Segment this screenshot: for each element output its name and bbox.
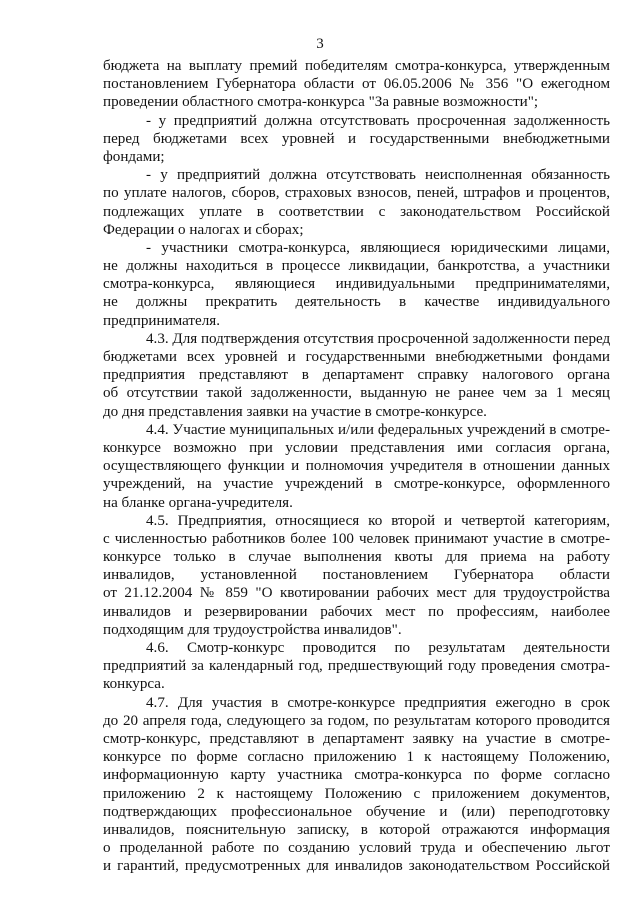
text-line: 4.3. Для подтверждения отсутствия просроченной задолженности перед	[146, 330, 611, 347]
text-line: о проделанной работе по созданию условий труда и обеспечению льгот	[103, 840, 610, 857]
text-line: по уплате налогов, сборов, страховых взносов, пеней, штрафов и процентов,	[103, 185, 610, 202]
text-line: конкурсе возможно при условии представления ими согласия органа,	[103, 439, 610, 456]
text-line: на бланке органа-учредителя.	[103, 494, 293, 511]
text-line: подтверждающих профессиональное обучение и (или) переподготовку	[103, 803, 610, 820]
text-line: приложению 2 к настоящему Положению с приложением документов,	[103, 785, 610, 802]
text-line: 4.6. Смотр-конкурс проводится по результатам деятельности	[146, 640, 610, 656]
text-line: подлежащих уплате в соответствии с законодательством Российской	[103, 203, 610, 220]
text-line: - участники смотра-конкурса, являющиеся юридическими лицами,	[146, 239, 610, 256]
text-line: инвалидов, установленной постановлением Губернатора области	[103, 567, 610, 584]
text-line: фондами;	[103, 148, 165, 165]
text-line: осуществляющего функции и полномочия учредителя в отношении данных	[103, 458, 610, 475]
text-line: и гарантий, предусмотренных для инвалидов законодательством Российской	[103, 858, 610, 875]
text-line: инвалидов и резервировании рабочих мест по профессиям, наиболее	[103, 603, 610, 620]
text-line: до 20 апреля года, следующего за годом, по результатам которого проводится	[103, 712, 610, 729]
text-line: до дня представления заявки на участие в смотре-конкурсе.	[103, 403, 487, 420]
text-line: бюджета на выплату премий победителям смотра-конкурса, утвержденным	[103, 58, 610, 74]
text-line: конкурсе только в случае выполнения квоты для приема на работу	[103, 549, 610, 566]
text-line: - у предприятий должна отсутствовать просроченная задолженность	[146, 112, 610, 129]
text-line: перед бюджетами всех уровней и государственными внебюджетными	[103, 130, 610, 147]
page-number: 3	[316, 36, 324, 52]
text-line: 4.5. Предприятия, относящиеся ко второй и четвертой категориям,	[146, 512, 610, 529]
text-line: постановлением Губернатора области от 06.05.2006 № 356 "О ежегодном	[103, 76, 610, 93]
text-line: бюджетами всех уровней и государственными внебюджетными фондами	[103, 349, 610, 365]
text-line: информационную карту участника смотра-конкурса по форме согласно	[103, 767, 610, 784]
text-line: не должны прекратить деятельность в качестве индивидуального	[103, 294, 610, 311]
text-line: проведении областного смотра-конкурса "За равные возможности";	[103, 94, 539, 111]
text-line: конкурса.	[103, 676, 165, 693]
text-line: предприятия представляют в департамент справку налогового органа	[103, 367, 610, 384]
text-line: с численностью работников более 100 человек принимают участие в смотре-	[103, 530, 610, 547]
text-line: смотра-конкурса, являющиеся индивидуальными предпринимателями,	[103, 276, 610, 293]
text-line: предпринимателя.	[103, 312, 220, 329]
document-body	[103, 57, 610, 875]
text-line: не должны находиться в процессе ликвидации, банкротства, а участники	[103, 258, 610, 275]
text-line: предприятий за календарный год, предшествующий году проведения смотра-	[103, 658, 610, 675]
text-line: - у предприятий должна отсутствовать неисполненная обязанность	[146, 167, 610, 184]
text-line: об отсутствии такой задолженности, выданную не ранее чем за 1 месяц	[103, 385, 610, 402]
text-line: конкурсе по форме согласно приложению 1 к настоящему Положению,	[103, 749, 610, 766]
text-line: от 21.12.2004 № 859 "О квотировании рабочих мест для трудоустройства	[103, 585, 610, 602]
text-line: учреждений, на участие учреждений в смотре-конкурсе, оформленного	[103, 476, 610, 493]
text-line: подходящим для трудоустройства инвалидов".	[103, 621, 402, 638]
text-line: 4.4. Участие муниципальных и/или федеральных учреждений в смотре-	[146, 421, 610, 438]
text-line: инвалидов, пояснительную записку, в которой отражаются информация	[103, 821, 610, 838]
text-line: смотр-конкурс, представляют в департамент заявку на участие в смотре-	[103, 730, 610, 747]
text-line: Федерации о налогах и сборах;	[103, 221, 304, 238]
text-line: 4.7. Для участия в смотре-конкурсе предприятия ежегодно в срок	[146, 694, 610, 711]
